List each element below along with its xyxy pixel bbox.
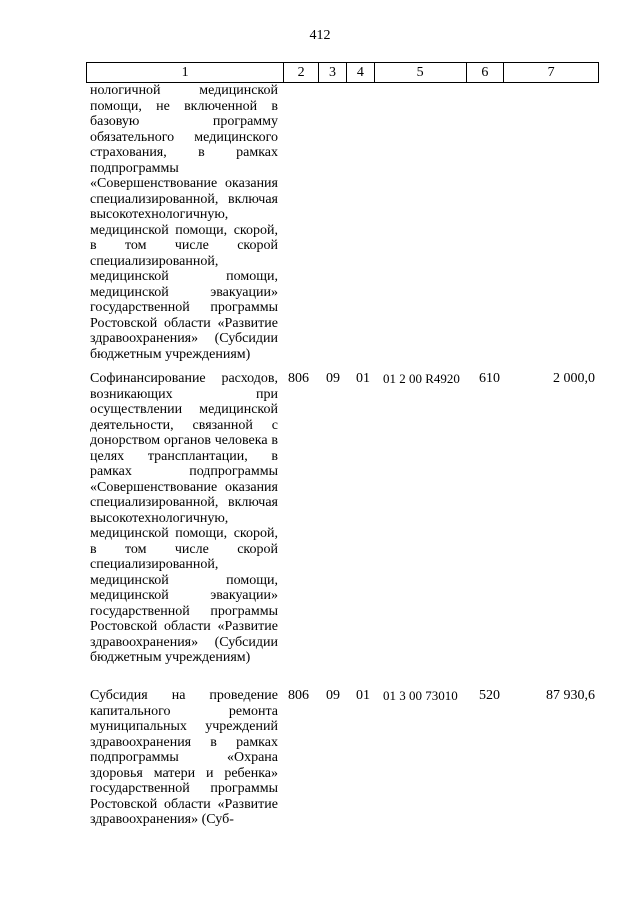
row-description: нологичной медицинской помощи, не включенной в базовую программу обязательного медицинского страхования, в рамках подпрограммы «Совершенствование оказания специализированной, включая высокотехнологичную, медицинской помощи, скорой, в том числе скорой специализированной, медицинской помощи, медицинской эвакуации» государственной программы Ростовской области «Развитие здравоохранения» (Субсидии бюджетным учреждениям) (90, 83, 278, 362)
target-article-code: 01 2 00 R4920 (383, 371, 460, 386)
target-article-code: 01 3 00 73010 (383, 688, 458, 703)
column-header-4: 4 (347, 63, 375, 82)
admin-code: 806 (288, 688, 309, 703)
column-header-7: 7 (547, 65, 555, 80)
subsection-code: 01 (356, 371, 370, 386)
table-header (86, 62, 599, 83)
expense-type-code: 610 (479, 371, 500, 386)
column-header-2: 2 (284, 63, 319, 82)
row-description: Софинансирование расходов, возникающих при осуществлении медицинской деятельности, связанной с донорством органов человека в целях трансплантации, в рамках подпрограммы «Совершенствование оказания специализированной, включая высокотехнологичную, медицинской помощи, скорой, в том числе скорой специализированной, медицинской помощи, медицинской эвакуации» государственной программы Ростовской области «Развитие здравоохранения» (Субсидии бюджетным учреждениям) (90, 371, 278, 665)
row-description: Субсидия на проведение капитального ремонта муниципальных учреждений здравоохранения в рамках подпрограммы «Охрана здоровья матери и ребенка» государственной программы Ростовской области «Развитие здравоохранения» (Суб- (90, 688, 278, 827)
page-number: 412 (309, 28, 331, 43)
admin-code: 806 (288, 371, 309, 386)
column-header-6: 6 (467, 63, 505, 82)
expense-type-code: 520 (479, 688, 500, 703)
column-header-5: 5 (375, 63, 467, 82)
section-code: 09 (326, 371, 340, 386)
amount: 87 930,6 (546, 688, 595, 703)
subsection-code: 01 (356, 688, 370, 703)
section-code: 09 (326, 688, 340, 703)
amount: 2 000,0 (553, 371, 595, 386)
column-header-3: 3 (319, 63, 347, 82)
column-header-1: 1 (87, 63, 284, 82)
